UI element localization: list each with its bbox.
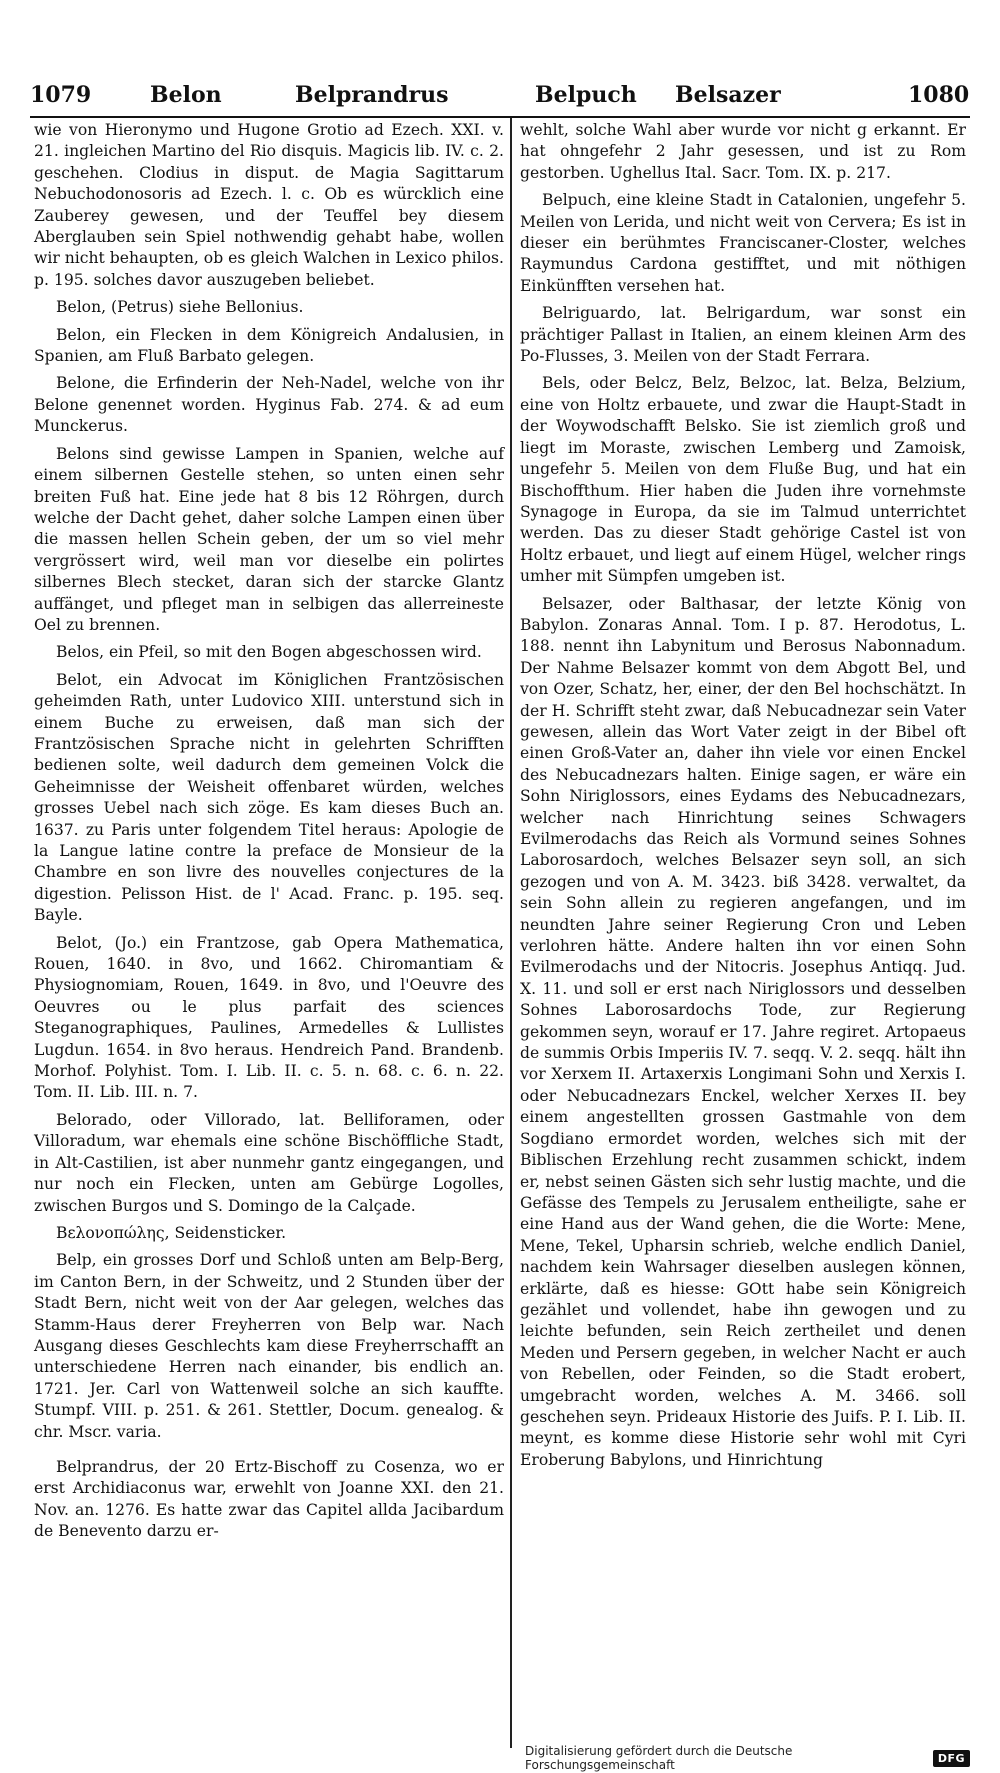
column-divider <box>510 118 512 1748</box>
entry-paragraph: Belon, ein Flecken in dem Königreich Andalusien, in Spanien, am Fluß Barbato gelegen. <box>34 325 504 366</box>
footer-credit: Digitalisierung gefördert durch die Deutsche Forschungsgemeinschaft <box>525 1744 793 1772</box>
entry-paragraph: Belone, die Erfinderin der Neh-Nadel, welche von ihr Belone genennet worden. Hyginus Fab. 274. & ad eum Munckerus. <box>34 374 504 436</box>
left-headword-2: Belprandrus <box>295 82 449 108</box>
entry-paragraph: Βελονοπώλης, Seidensticker. <box>56 1223 287 1242</box>
entry-paragraph: Belpuch, eine kleine Stadt in Catalonien, ungefehr 5. Meilen von Lerida, und nicht weit von Cervera; Es ist in dieser ein berühmtes Franciscaner-Closter, welches Raymundus Cardona gestifftet, und mit nöthigen Einkünfften versehen hat. <box>520 191 966 295</box>
left-page-number: 1079 <box>30 82 92 108</box>
entry-paragraph: wie von Hieronymo und Hugone Grotio ad Ezech. XXI. v. 21. ingleichen Martino del Rio disquis. Magicis lib. IV. c. 2. geschehen. Clodius in disput. de Magia Sagittarum Nebuchodonosoris ad Ezech. l. c. Ob es würcklich eine Zauberey gewesen, und der Teuffel bey diesem Aberglauben sein Spiel nothwendig gehabt habe, wollen wir nicht behaupten, ob es gleich Walchen in Lexico philos. p. 195. solches davor auszugeben beliebet. <box>34 121 504 289</box>
entry-paragraph: Belos, ein Pfeil, so mit den Bogen abgeschossen wird. <box>56 643 482 662</box>
right-headword-1: Belpuch <box>535 82 637 108</box>
entry-paragraph: Belons sind gewisse Lampen in Spanien, welche auf einem silbernen Gestelle stehen, so unten einen sehr breiten Fuß hat. Eine jede hat 8 bis 12 Röhrgen, durch welche der Dacht gehet, daher solche Lampen einen über die massen hellen Schein geben, der um so viel mehr vergrössert wird, weil man vor dieselbe ein polirtes silbernes Blech stecket, daran sich der starcke Glantz auffänget, und pfleget man in selbigen das allerreineste Oel zu brennen. <box>34 444 504 634</box>
entry-paragraph: wehlt, solche Wahl aber wurde vor nicht g erkannt. Er hat ohngefehr 2 Jahr gesessen, und ist zu Rom gestorben. Ughellus Ital. Sacr. Tom. IX. p. 217. <box>520 121 966 182</box>
header-rule <box>30 116 970 118</box>
page-header <box>30 78 970 116</box>
left-column <box>34 120 504 1549</box>
right-page-number: 1080 <box>908 82 970 108</box>
entry-paragraph: Belot, ein Advocat im Königlichen Frantzösischen geheimden Rath, unter Ludovico XIII. unterstund sich in einem Buche zu erweisen, daß man sich der Frantzösischen Sprache nicht in gelehrten Schrifften bedienen solte, weil dadurch dem gemeinen Volck die Geheimnisse der Weisheit offenbaret würden, welches grosses Uebel nach sich zöge. Es kam dieses Buch an. 1637. zu Paris unter folgendem Titel heraus: Apologie de la Langue latine contre la preface de Monsieur de la Chambre en son livre des nouvelles conjectures de la digestion. Pelisson Hist. de l' Acad. Franc. p. 195. seq. Bayle. <box>34 670 504 925</box>
entry-paragraph: Belon, (Petrus) siehe Bellonius. <box>56 298 304 317</box>
entry-paragraph: Belprandrus, der 20 Ertz-Bischoff zu Cosenza, wo er erst Archidiaconus war, erwehlt von Joanne XXI. den 21. Nov. an. 1276. Es hatte zwar das Capitel allda Jacibardum de Benevento darzu er- <box>34 1457 504 1541</box>
right-headword-2: Belsazer <box>675 82 781 108</box>
left-headword-1: Belon <box>150 82 222 108</box>
entry-paragraph: Belriguardo, lat. Belrigardum, war sonst ein prächtiger Pallast in Italien, an einem kleinen Arm des Po-Flusses, 3. Meilen von der Stadt Ferrara. <box>520 304 966 366</box>
page-footer <box>525 1744 970 1772</box>
entry-paragraph: Belsazer, oder Balthasar, der letzte König von Babylon. Zonaras Annal. Tom. I p. 87. Herodotus, L. 188. nennt ihn Labynitum und Berosus Nabonnadum. Der Nahme Belsazer kommt von dem Abgott Bel, und von Ozer, Schatz, her, einer, der den Bel hochschätzt. In der H. Schrifft steht zwar, daß Nebucadnezar sein Vater gewesen, allein das Wort Vater zeigt in der Bibel oft einen Groß-Vater an, daher ihn viele vor einen Enckel des Nebucadnezars halten. Einige sagen, er wäre ein Sohn Niriglossors, eines Eydams des Nebucadnezars, welcher nach Hinrichtung seines Schwagers Evilmerodachs das Reich als Vormund seines Sohnes Laborosardoch, welches Belsazer seyn soll, an sich gezogen und von A. M. 3423. biß 3428. verwaltet, da sein Sohn allein zu regieren angefangen, und im neundten Jahre seiner Regierung Cron und Leben verlohren hätte. Andere halten ihn vor einen Sohn Evilmerodachs und der Nitocris. Josephus Antiqq. Jud. X. 11. und soll er erst nach Niriglossors und desselben Sohnes Laborosardochs Tode, zur Regierung gekommen seyn, worauf er 17. Jahre regiret. Artopaeus de summis Orbis Imperiis IV. 7. seqq. V. 2. seqq. hält ihn vor Xerxem II. Artaxerxis Longimani Sohn und Xerxis I. oder Nebucadnezars Enckel, welcher Xerxes II. bey einem angestellten grossen Gastmahle von dem Sogdiano ermordet worden, welches sich mit der Biblischen Erzehlung recht zusammen schickt, indem er, nebst seinen Gästen sich sehr lustig machte, und die Gefässe des Tempels zu Jerusalem entheiligte, sahe er eine Hand aus der Wand gehen, die die Worte: Mene, Mene, Tekel, Upharsin schrieb, welche endlich Daniel, nachdem kein Wahrsager dieselben auslegen können, erklärte, daß es hiesse: GOtt habe sein Königreich gezählet und vollendet, habe ihn gewogen und zu leichte befunden, sein Reich zertheilet und denen Meden und Persern gegeben, in welcher Nacht er auch von Rebellen, oder Feinden, so die Stadt erobert, umgebracht worden, welches A. M. 3466. soll geschehen seyn. Prideaux Historie des Juifs. P. I. Lib. II. meynt, es komme diese Historie sehr wohl mit Cyri Eroberung Babylons, und Hinrichtung <box>520 594 967 1469</box>
dfg-logo-icon: DFG <box>933 1750 970 1767</box>
entry-paragraph: Belp, ein grosses Dorf und Schloß unten am Belp-Berg, im Canton Bern, in der Schweitz, und 2 Stunden über der Stadt Bern, nicht weit von der Aar gelegen, welches das Stamm-Haus derer Freyherren von Belp war. Nach Ausgang dieses Geschlechts kam diese Freyherrschafft an unterschiedene Herren nach einander, bis endlich an. 1721. Jer. Carl von Wattenweil solche an sich kauffte. Stumpf. VIII. p. 251. & 261. Stettler, Docum. genealog. & chr. Mscr. varia. <box>34 1251 504 1441</box>
entry-paragraph: Bels, oder Belcz, Belz, Belzoc, lat. Belza, Belzium, eine von Holtz erbauete, und zwar die Haupt-Stadt in der Woywodschafft Belsko. Sie ist ziemlich groß und liegt im Moraste, zwischen Lemberg und Zamoisk, ungefehr 5. Meilen von dem Fluße Bug, und hat ein Bischoffthum. Hier haben die Juden ihre vornehmste Synagoge in Europa, da sie im Talmud unterrichtet werden. Das zu dieser Stadt gehörige Castel ist von Holtz erbauet, und liegt auf einem Hügel, welcher rings umher mit Sümpfen umgeben ist. <box>520 374 966 586</box>
entry-paragraph: Belot, (Jo.) ein Frantzose, gab Opera Mathematica, Rouen, 1640. in 8vo, und 1662. Chiromantiam & Physiognomiam, Rouen, 1649. in 8vo, und l'Oeuvre des Oeuvres ou le plus parfait des sciences Steganographiques, Paulines, Armedelles & Lullistes Lugdun. 1654. in 8vo heraus. Hendreich Pand. Brandenb. Morhof. Polyhist. Tom. I. Lib. II. c. 5. n. 68. c. 6. n. 22. Tom. II. Lib. III. n. 7. <box>34 933 504 1102</box>
entry-paragraph: Belorado, oder Villorado, lat. Belliforamen, oder Villoradum, war ehemals eine schöne Bischöffliche Stadt, in Alt-Castilien, ist aber nunmehr gantz eingegangen, und nur noch ein Flecken, unten am Gebürge Logolles, zwischen Burgos und S. Domingo de la Calçade. <box>34 1110 504 1215</box>
right-column <box>520 120 966 1477</box>
